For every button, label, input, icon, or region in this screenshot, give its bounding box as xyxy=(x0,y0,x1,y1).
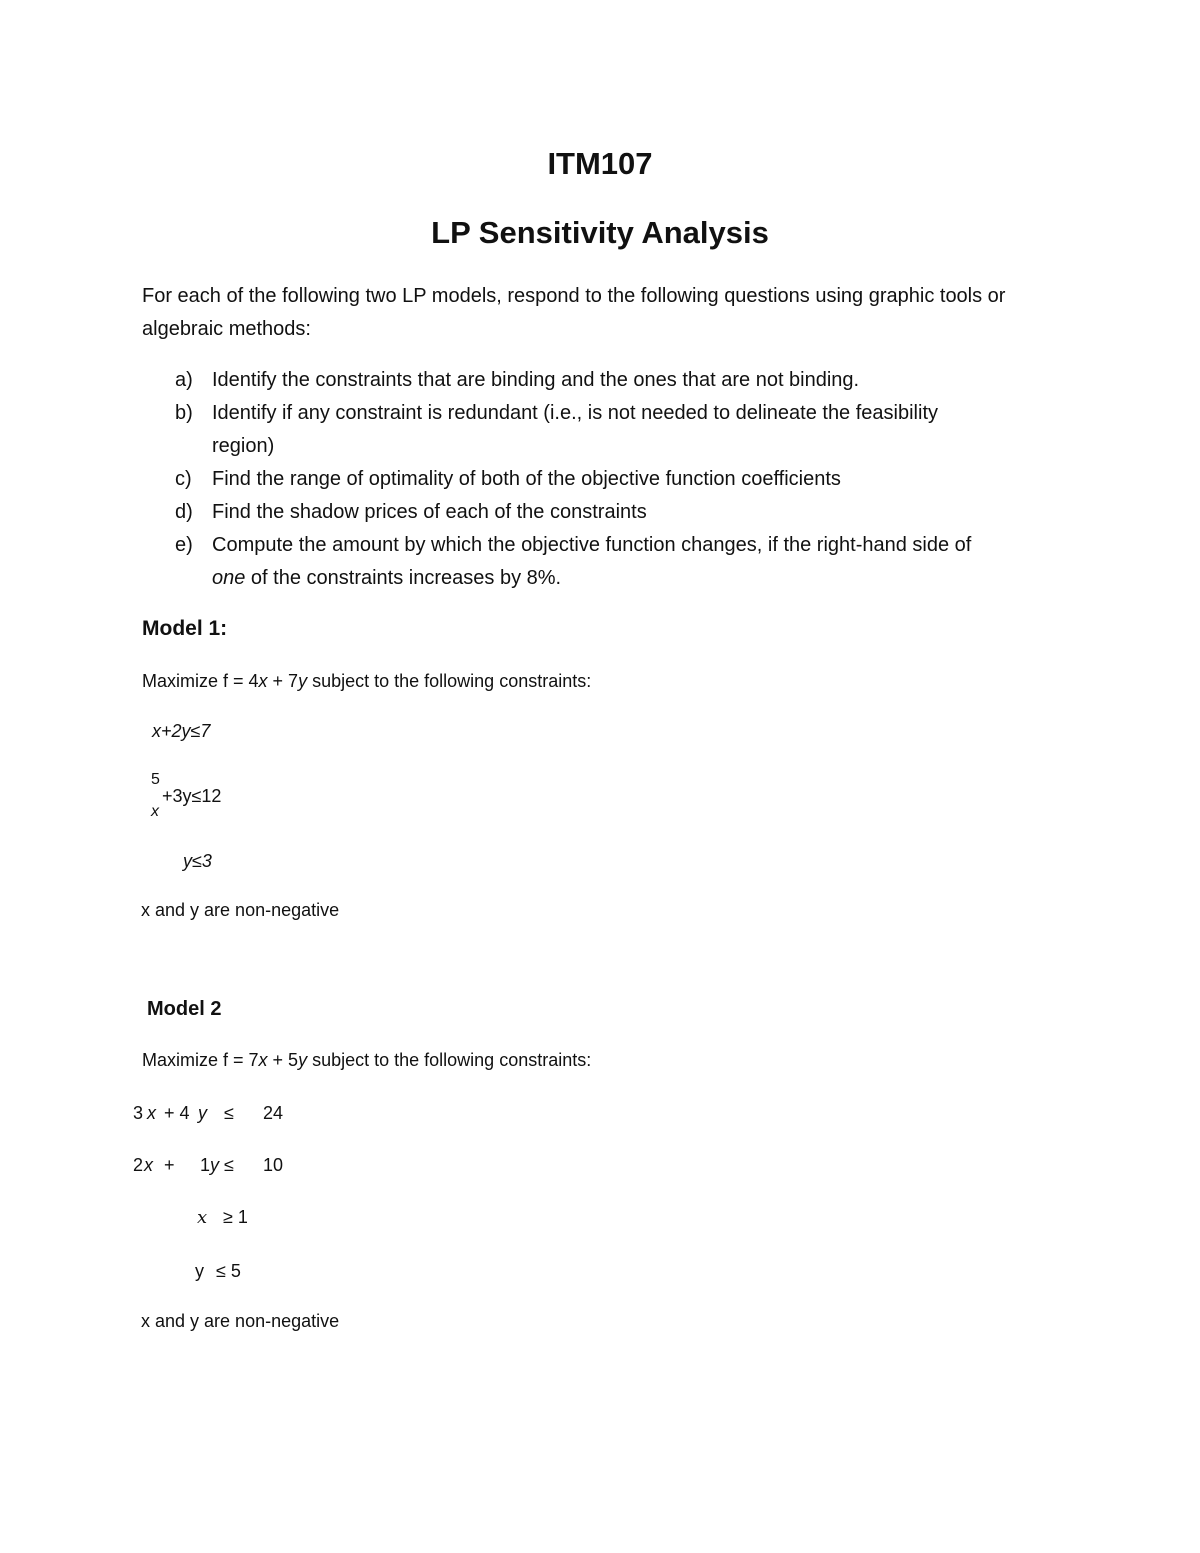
model2-c2-operator: ≤ xyxy=(224,1155,234,1175)
question-item-a xyxy=(142,364,1072,397)
question-letter: b) xyxy=(175,402,193,424)
question-letter: d) xyxy=(175,501,193,523)
question-item-b xyxy=(142,397,1072,463)
model2-c1-var-y: y xyxy=(198,1103,207,1123)
objective-prefix: Maximize f = 7 xyxy=(142,1050,259,1070)
model2-heading: Model 2 xyxy=(147,998,222,1020)
model2-c2-plus: + xyxy=(164,1155,175,1175)
question-letter: e) xyxy=(175,534,193,556)
model1-constraint-2-numerator: 5 xyxy=(151,771,160,788)
course-title: ITM107 xyxy=(547,146,653,181)
objective-var-x: x xyxy=(258,671,268,691)
question-line xyxy=(212,562,1072,595)
model2-c1-plus: + 4 xyxy=(164,1103,190,1123)
intro-paragraph: For each of the following two LP models, respond to the following questions using graphic tools or algebraic methods: xyxy=(142,285,1006,340)
question-line: Compute the amount by which the objective function changes, if the right-hand side of xyxy=(212,534,972,556)
objective-mid: + 5 xyxy=(267,1050,299,1070)
model1-heading: Model 1: xyxy=(142,617,228,640)
question-text: Find the range of optimality of both of the objective function coefficients xyxy=(212,468,841,490)
model1-nonnegativity: x and y are non-negative xyxy=(141,900,340,920)
model2-c1-var-x: x xyxy=(147,1103,156,1123)
model2-c1-rhs: 24 xyxy=(263,1103,284,1123)
question-text xyxy=(212,397,1072,463)
question-list xyxy=(142,364,1072,595)
model2-c2-rhs: 10 xyxy=(263,1155,284,1175)
model1-constraint-3: y≤3 xyxy=(183,851,212,871)
objective-var-x: x xyxy=(258,1050,268,1070)
question-item-d xyxy=(142,496,1072,529)
emphasis-word: one xyxy=(212,567,246,589)
question-line: region) xyxy=(212,435,275,457)
model2-c1-operator: ≤ xyxy=(224,1103,234,1123)
objective-mid: + 7 xyxy=(267,671,299,691)
model1-constraint-1 xyxy=(152,721,210,742)
constraint-rest: +2y≤7 xyxy=(161,721,211,741)
question-letter: a) xyxy=(175,369,193,391)
model2-c1-lhs-coefficient: 3 xyxy=(133,1103,144,1123)
objective-suffix: subject to the following constraints: xyxy=(307,1050,592,1070)
model2-nonnegativity: x and y are non-negative xyxy=(141,1311,340,1331)
objective-prefix: Maximize f = 4 xyxy=(142,671,259,691)
model2-objective xyxy=(142,1050,591,1071)
model2-c3-var: x xyxy=(197,1207,208,1228)
question-text xyxy=(212,529,1072,595)
model2-c2-lhs-coefficient: 2 xyxy=(133,1155,144,1175)
question-letter: c) xyxy=(175,468,192,490)
question-item-c xyxy=(142,463,1072,496)
model1-constraint-2-rest: +3y≤12 xyxy=(162,786,222,806)
model2-c4-relation: ≤ 5 xyxy=(216,1261,241,1281)
question-item-e xyxy=(142,529,1072,595)
model2-c2-coef-y: 1 xyxy=(200,1155,211,1175)
model2-c2-var-y: y xyxy=(210,1155,219,1175)
model2-c4-var: y xyxy=(195,1261,204,1281)
objective-var-y: y xyxy=(298,1050,308,1070)
model1-objective xyxy=(142,671,591,692)
question-line-rest: of the constraints increases by 8%. xyxy=(245,567,562,589)
model1-constraint-2-denominator: x xyxy=(151,803,159,820)
objective-suffix: subject to the following constraints: xyxy=(307,671,592,691)
document-title: LP Sensitivity Analysis xyxy=(431,215,769,250)
question-line: Identify if any constraint is redundant (i.e., is not needed to delineate the feasibility xyxy=(212,402,938,424)
question-text: Find the shadow prices of each of the constraints xyxy=(212,501,647,523)
model2-c3-relation: ≥ 1 xyxy=(223,1207,248,1227)
objective-var-y: y xyxy=(298,671,308,691)
var-x: x xyxy=(152,721,161,741)
model2-c2-var-x: x xyxy=(144,1155,153,1175)
question-text: Identify the constraints that are binding and the ones that are not binding. xyxy=(212,369,860,391)
